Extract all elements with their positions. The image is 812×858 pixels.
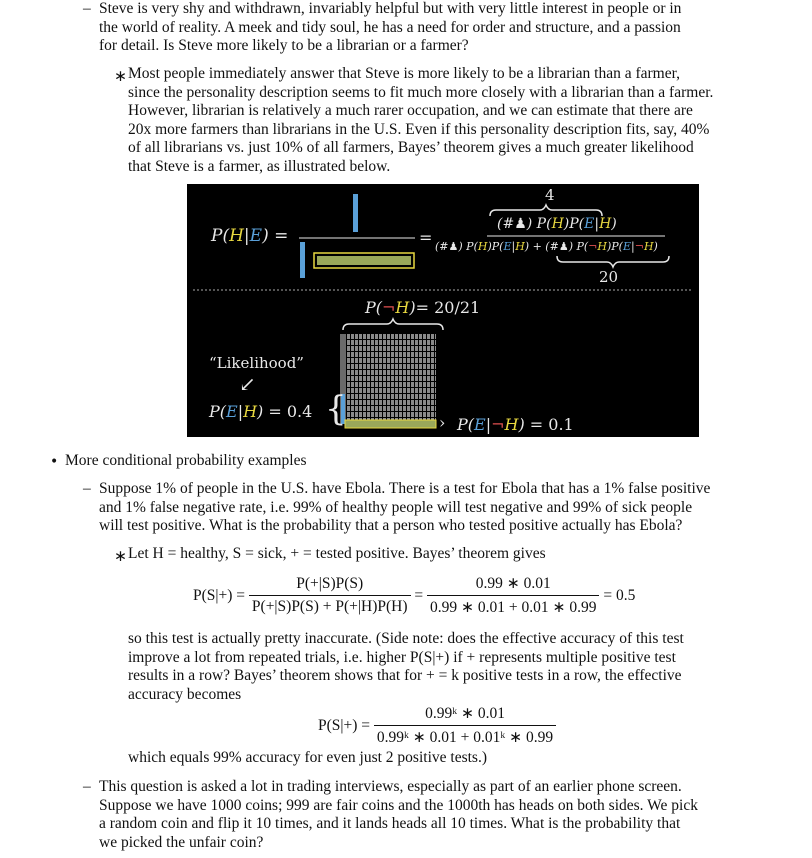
bayes-equation-1: [193, 574, 635, 618]
steve-answer: [128, 65, 756, 176]
bayes-equation-2: [318, 704, 556, 748]
eq2-numerator: 0.99ᵏ ∗ 0.01: [374, 704, 556, 726]
text-line: will test positive. What is the probability that a person who tested positive actually has Ebola?: [99, 517, 683, 534]
side-note: [128, 630, 756, 704]
text-line: However, librarian is relatively a much rarer occupation, and we can estimate that there are: [128, 102, 693, 119]
list-star: ∗: [114, 68, 127, 85]
eq2-denominator: 0.99ᵏ ∗ 0.01 + 0.01ᵏ ∗ 0.99: [376, 729, 554, 746]
chevron-icon: ›: [439, 413, 446, 432]
farmer-grid: [340, 334, 436, 424]
text-line: This question is asked a lot in trading interviews, especially as part of an earlier phone screen.: [99, 778, 682, 795]
bayes-figure: [187, 184, 699, 437]
farmer-highlight: [345, 420, 436, 428]
list-dash: –: [83, 0, 91, 17]
text-line: Steve is very shy and withdrawn, invariably helpful but with very little interest in people or in: [99, 0, 682, 17]
text-line: results in a row? Bayes’ theorem shows that for + = k positive tests in a row, the effective: [128, 667, 682, 684]
eq1-result: = 0.5: [603, 586, 636, 604]
p-e-given-not-h: P(E|¬H) = 0.1: [457, 415, 574, 434]
closing-text: which equals 99% accuracy for even just 2 positive tests.): [128, 749, 487, 766]
list-dash: –: [83, 480, 91, 497]
grid-brace: [343, 319, 443, 330]
text-line: a random coin and flip it 10 times, and it lands heads all 10 times. What is the probability that: [99, 815, 681, 832]
eq-sign: =: [419, 228, 433, 247]
text-line: Suppose 1% of people in the U.S. have Ebola. There is a test for Ebola that has a 1% false positive: [99, 480, 711, 497]
likelihood-label: “Likelihood”: [209, 354, 304, 372]
text-line: that Steve is a farmer, as illustrated below.: [128, 157, 391, 175]
bottom-brace: [557, 256, 669, 267]
section-bullet: •: [50, 454, 59, 470]
text-line: we picked the unfair coin?: [99, 833, 264, 851]
numerator: (#♟) P(H)P(E|H): [497, 216, 617, 232]
bottom-count: 20: [599, 268, 619, 286]
eq1-denominator: P(+|S)P(S) + P(+|H)P(H): [251, 598, 408, 615]
eq1-numerator-values: 0.99 ∗ 0.01: [427, 574, 599, 596]
text-line: the world of reality. A meek and tidy soul, he has a need for order and structure, and a passion: [99, 18, 681, 36]
ebola-question: [99, 480, 756, 536]
text-line: so this test is actually pretty inaccurate. (Side note: does the effective accuracy of this test: [128, 630, 684, 647]
eq1-denominator-values: 0.99 ∗ 0.01 + 0.01 ∗ 0.99: [430, 599, 597, 616]
eq1-mid: =: [414, 586, 424, 604]
eq1-lhs: P(S|+) =: [193, 586, 246, 604]
list-dash: –: [83, 778, 91, 795]
top-brace: [490, 205, 602, 216]
ebola-intro: Let H = healthy, S = sick, + = tested positive. Bayes’ theorem gives: [128, 545, 546, 562]
text-line: and 1% false negative rate, i.e. 99% of healthy people will test negative and 99% of sick people: [99, 498, 693, 516]
text-line: Most people immediately answer that Steve is more likely to be a librarian than a farmer,: [128, 65, 681, 82]
text-line: improve a lot from repeated trials, i.e. higher P(S|+) if + represents multiple positive test: [128, 648, 676, 666]
text-line: accuracy becomes: [128, 685, 242, 703]
list-star: ∗: [114, 548, 127, 565]
text-line: 20x more farmers than librarians in the U.S. Even if this personality description fits, say, 40%: [128, 120, 710, 138]
eq1-numerator: P(+|S)P(S): [249, 575, 411, 596]
eq2-lhs: P(S|+) =: [318, 716, 371, 734]
section-title: More conditional probability examples: [65, 452, 307, 469]
brace-icon: {: [325, 389, 347, 429]
text-line: since the personality description seems to fit much more closely with a librarian than a farmer.: [128, 83, 714, 101]
prior-not-h: P(¬H)= 20/21: [365, 298, 481, 317]
top-count: 4: [545, 186, 555, 204]
librarian-column-denominator: [300, 242, 305, 278]
steve-question: [99, 0, 756, 56]
farmer-strip: [317, 256, 411, 265]
lhs-label: P(H|E) =: [211, 226, 289, 246]
p-e-given-h: P(E|H) = 0.4: [209, 402, 313, 421]
text-line: for detail. Is Steve more likely to be a librarian or a farmer?: [99, 37, 469, 54]
denominator: (#♟) P(H)P(E|H) + (#♟) P(¬H)P(E|¬H): [435, 240, 658, 253]
text-line: of all librarians vs. just 10% of all farmers, Bayes’ theorem gives a much greater likelihood: [128, 139, 694, 156]
arrow-icon: ↙: [239, 372, 256, 396]
coin-question: [99, 778, 756, 852]
librarian-column: [353, 194, 358, 232]
text-line: Suppose we have 1000 coins; 999 are fair coins and the 1000th has heads on both sides. We pick: [99, 796, 698, 814]
